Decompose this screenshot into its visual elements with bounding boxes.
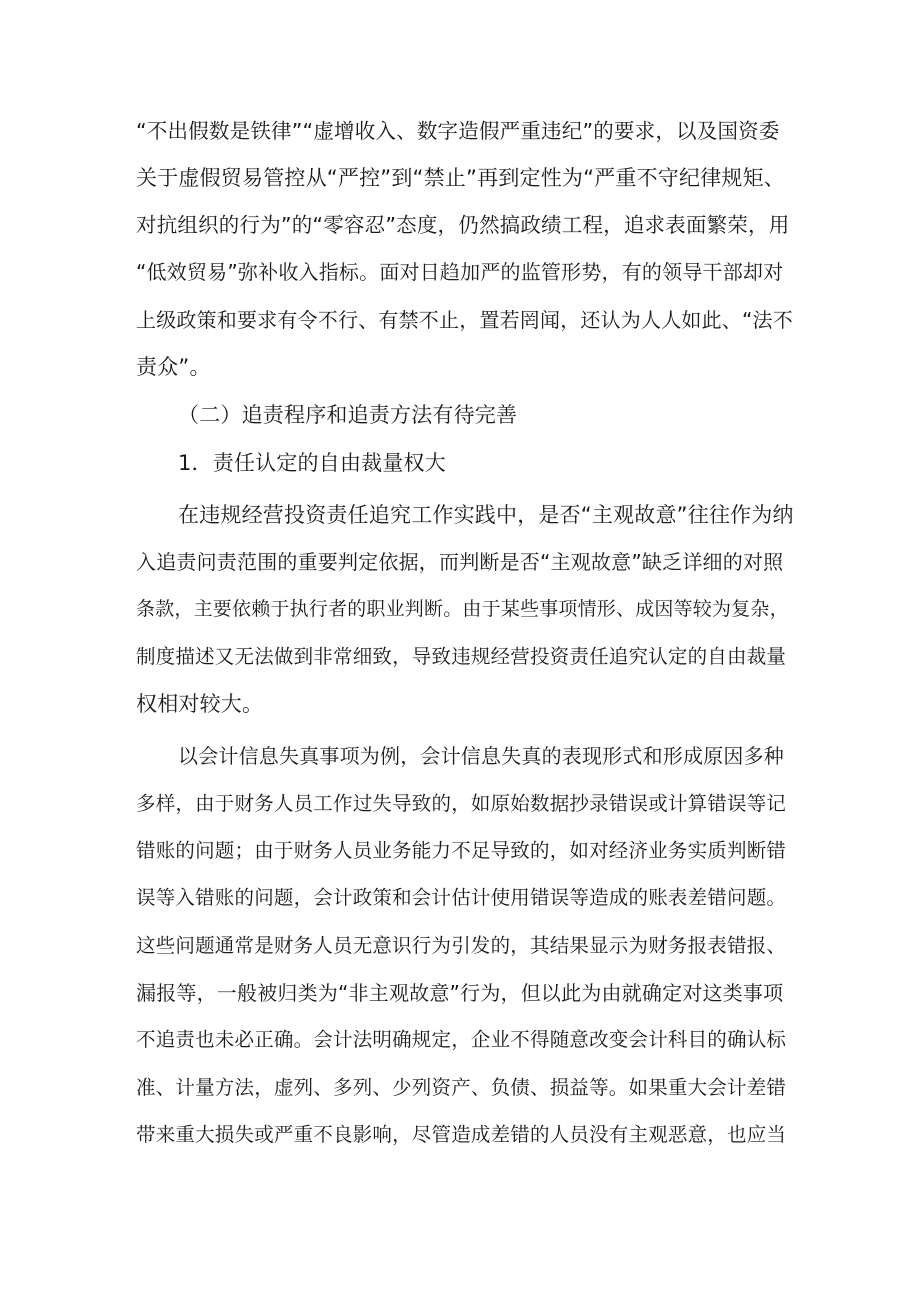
paragraph-line: 错账的问题；由于财务人员业务能力不足导致的，如对经济业务实质判断错 bbox=[136, 839, 787, 862]
paragraph-line: 制度描述又无法做到非常细致，导致违规经营投资责任追究认定的自由裁量 bbox=[136, 645, 787, 668]
paragraph-line: 以会计信息失真事项为例，会计信息失真的表现形式和形成原因多种 bbox=[178, 744, 784, 768]
paragraph-line: 在违规经营投资责任追究工作实践中，是否“主观故意”往往作为纳 bbox=[178, 503, 794, 527]
paragraph-line: 误等入错账的问题，会计政策和会计估计使用错误等造成的账表差错问题。 bbox=[136, 886, 787, 909]
paragraph-line: 责众”。 bbox=[136, 355, 211, 379]
paragraph-line: 不追责也未必正确。会计法明确规定，企业不得随意改变会计科目的确认标 bbox=[136, 1028, 787, 1051]
paragraph-line: “不出假数是铁律”“虚增收入、数字造假严重违纪”的要求，以及国资委 bbox=[136, 119, 780, 143]
paragraph-line: 权相对较大。 bbox=[136, 692, 264, 716]
paragraph-line: 这些问题通常是财务人员无意识行为引发的，其结果显示为财务报表错报、 bbox=[136, 934, 787, 957]
paragraph-line: 准、计量方法，虚列、多列、少列资产、负债、损益等。如果重大会计差错 bbox=[136, 1076, 787, 1099]
paragraph-line: 多样，由于财务人员工作过失导致的，如原始数据抄录错误或计算错误等记 bbox=[136, 792, 787, 815]
paragraph-line: 带来重大损失或严重不良影响，尽管造成差错的人员没有主观恶意，也应当 bbox=[136, 1123, 787, 1146]
paragraph-line: “低效贸易”弥补收入指标。面对日趋加严的监管形势，有的领导干部却对 bbox=[136, 260, 784, 284]
paragraph-line: 入追责问责范围的重要判定依据，而判断是否“主观故意”缺乏详细的对照 bbox=[136, 550, 784, 574]
paragraph-line: 上级政策和要求有令不行、有禁不止，置若罔闻，还认为人人如此、“法不 bbox=[136, 308, 793, 332]
section-heading: （二）追责程序和追责方法有待完善 bbox=[178, 403, 518, 427]
paragraph-line: 对抗组织的行为”的“零容忍”态度，仍然搞政绩工程，追求表面繁荣，用 bbox=[136, 213, 790, 237]
paragraph-line: 条款，主要依赖于执行者的职业判断。由于某些事项情形、成因等较为复杂， bbox=[136, 598, 789, 620]
paragraph-line: 漏报等，一般被归类为“非主观故意”行为，但以此为由就确定对这类事项 bbox=[136, 981, 784, 1005]
subsection-heading: 1．责任认定的自由裁量权大 bbox=[178, 451, 446, 475]
paragraph-line: 关于虚假贸易管控从“严控”到“禁止”再到定性为“严重不守纪律规矩、 bbox=[136, 166, 785, 190]
